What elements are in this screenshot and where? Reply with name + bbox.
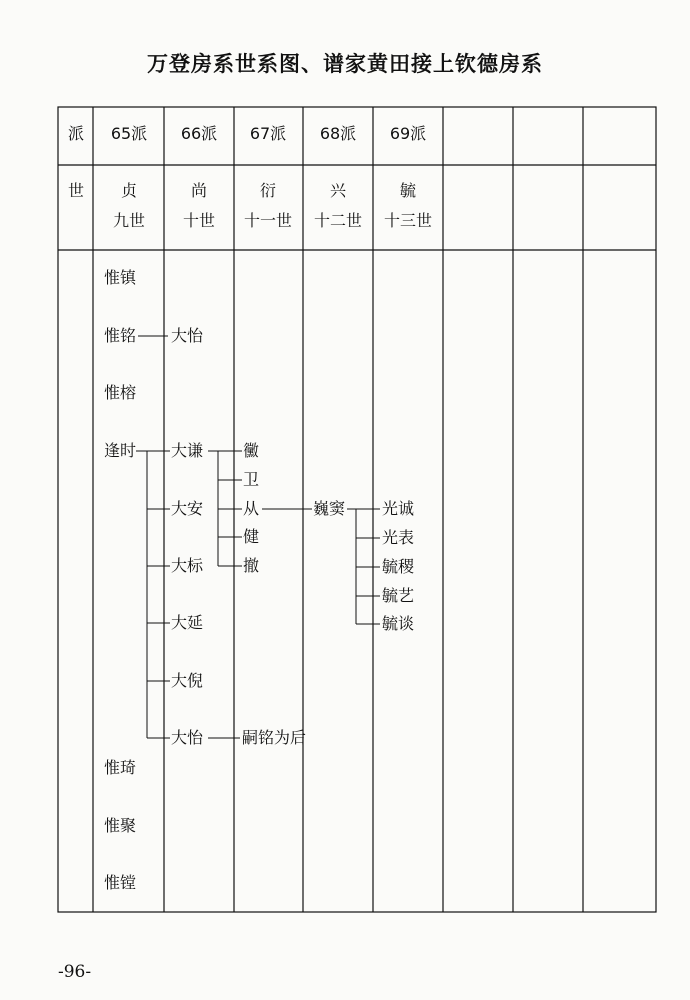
person-gen9: 惟镇 <box>104 268 137 287</box>
person-gen13: 毓稷 <box>382 557 415 576</box>
person-gen10: 大标 <box>171 556 204 575</box>
person-gen10: 大倪 <box>171 671 204 690</box>
header-pai-68: 68派 <box>319 124 357 143</box>
header-char-yu: 毓 <box>399 181 417 200</box>
person-gen10: 大怡 <box>171 326 204 345</box>
header-shi-label: 世 <box>67 181 85 200</box>
header-pai-67: 67派 <box>249 124 287 143</box>
person-gen9: 惟榕 <box>104 383 137 402</box>
header-char-yan: 衍 <box>259 181 277 200</box>
header-shi-12: 十二世 <box>313 211 363 230</box>
person-gen10: 大怡 <box>171 728 204 747</box>
person-gen11: 黴 <box>243 441 260 460</box>
header-shi-13: 十三世 <box>383 211 433 230</box>
page-title: 万登房系世系图、谱家黄田接上钦德房系 <box>147 51 543 76</box>
header-pai-65: 65派 <box>110 124 148 143</box>
person-gen13: 光表 <box>382 528 415 547</box>
dayi-adoption-note: 嗣铭为后 <box>242 728 307 747</box>
header-shi-9: 九世 <box>112 211 146 230</box>
person-gen11: 卫 <box>243 470 260 489</box>
header-char-zhen: 贞 <box>120 181 138 200</box>
person-gen9: 惟镗 <box>104 873 137 892</box>
person-gen13: 毓艺 <box>382 586 415 605</box>
person-gen9: 惟琦 <box>104 758 137 777</box>
person-gen11: 撤 <box>243 556 260 575</box>
person-gen10: 大延 <box>171 613 204 632</box>
header-char-xing: 兴 <box>329 181 347 200</box>
person-gen9: 惟聚 <box>104 816 137 835</box>
person-gen9: 逢时 <box>104 441 137 460</box>
person-gen13: 光诚 <box>382 499 415 518</box>
person-gen11: 从 <box>243 499 260 518</box>
header-pai-label: 派 <box>67 124 85 143</box>
header-shi-10: 十世 <box>182 211 216 230</box>
page-number: -96- <box>58 962 92 982</box>
person-gen13: 毓谈 <box>382 614 415 633</box>
person-gen10: 大谦 <box>171 441 204 460</box>
header-pai-69: 69派 <box>389 124 427 143</box>
person-gen11: 健 <box>243 527 260 546</box>
header-pai-66: 66派 <box>180 124 218 143</box>
header-char-shang: 尚 <box>190 181 208 200</box>
header-shi-11: 十一世 <box>243 211 293 230</box>
person-gen12: 巍窦 <box>313 499 346 518</box>
person-gen10: 大安 <box>171 499 204 518</box>
person-gen9: 惟铭 <box>104 326 137 345</box>
